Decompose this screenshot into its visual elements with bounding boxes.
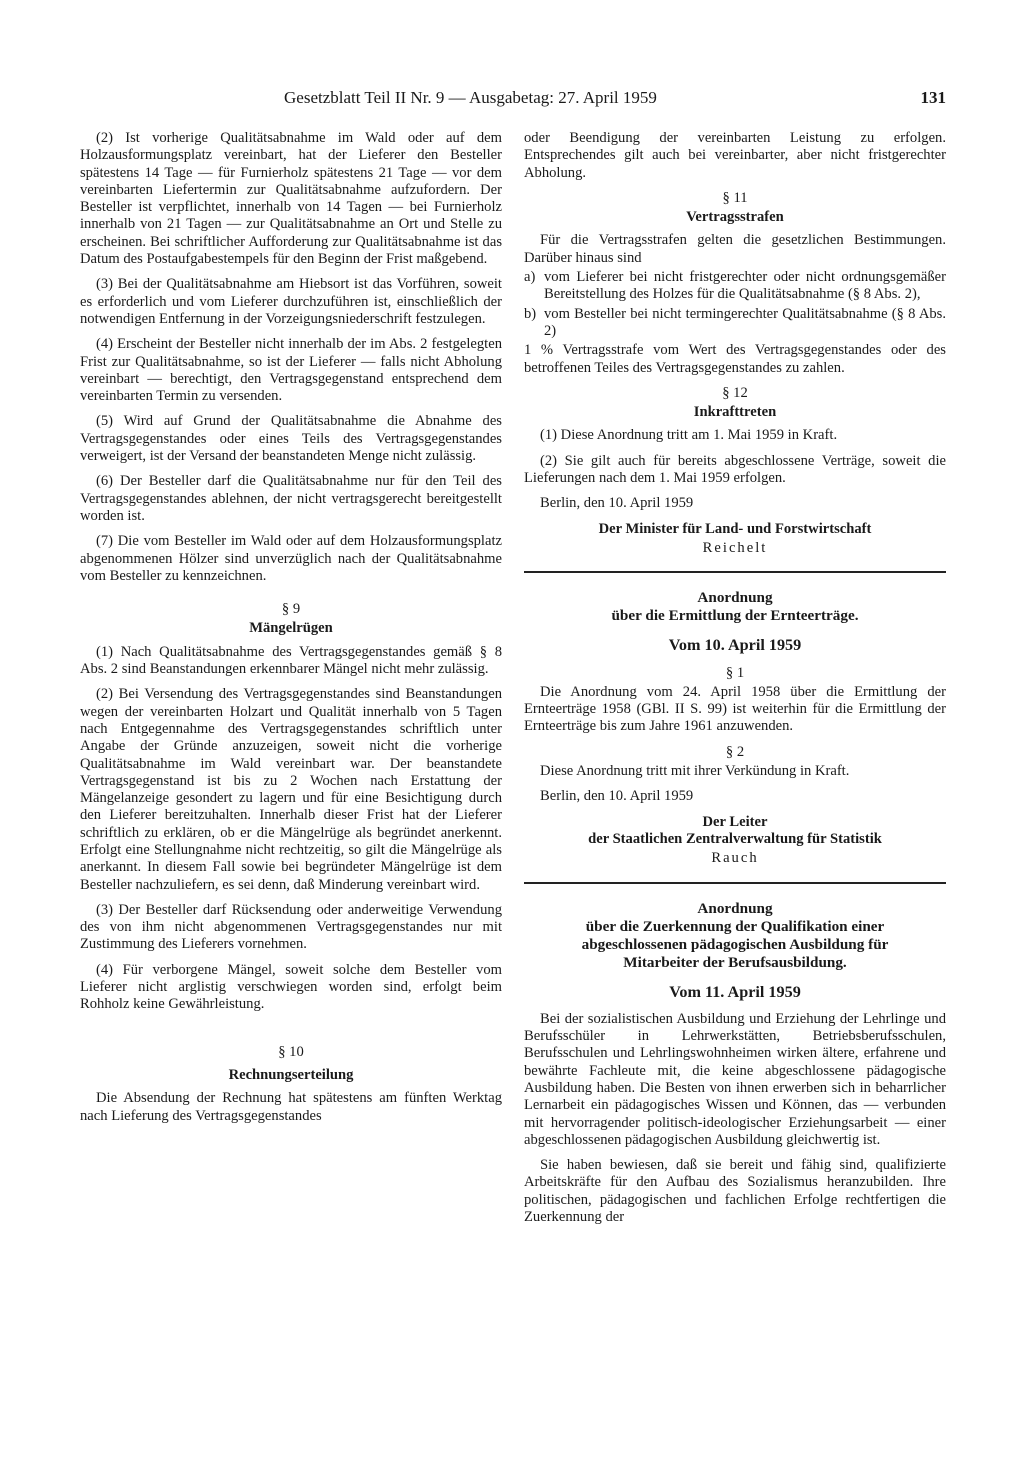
list-label-a: a) <box>524 269 536 286</box>
paragraph-10-cont: oder Beendigung der vereinbarten Leistung zu erfolgen. Entsprechendes gilt auch bei vereinbarter, aber nicht fristgerechter Abholung. <box>524 130 946 181</box>
left-column <box>80 130 502 1133</box>
paragraph-8-7: (7) Die vom Besteller im Wald oder auf dem Holzausformungsplatz abgenommenen Hölzer sind unverzüglich nach der Qualitätsabnahme vom Besteller zu kennzeichnen. <box>80 533 502 584</box>
list-text-b: vom Besteller bei nicht termingerechter Qualitätsabnahme (§ 8 Abs. 2) <box>544 305 946 339</box>
section-12-title: Inkrafttreten <box>693 404 777 421</box>
signatory-name-1: Reichelt <box>702 539 768 556</box>
order-2-section-2-text: Diese Anordnung tritt mit ihrer Verkündung in Kraft. <box>540 763 850 780</box>
paragraph-8-5: (5) Wird auf Grund der Qualitätsabnahme die Abnahme des Vertragsgegenstandes oder eines Teils des Vertragsgegenstandes verweigert, ist der Versand der beanstandeten Menge nicht zulässig. <box>80 413 502 465</box>
section-11-title: Vertragsstrafen <box>686 209 784 226</box>
paragraph-10-1: Die Absendung der Rechnung hat spätestens am fünften Werktag nach Lieferung des Vertragsgegenstandes <box>80 1090 502 1124</box>
section-12-number: § 12 <box>722 384 748 401</box>
paragraph-9-3: (3) Der Besteller darf Rücksendung oder anderweitige Verwendung des von ihm nicht abgenommenen Vertragsgegenstandes nur mit Zustimmung des Lieferers vornehmen. <box>80 901 502 953</box>
paragraph-12-1: (1) Diese Anordnung tritt am 1. Mai 1959 in Kraft. <box>540 427 838 444</box>
order-2-title-line-1: Anordnung <box>697 589 773 607</box>
list-item-a <box>524 269 946 304</box>
paragraph-12-2: (2) Sie gilt auch für bereits abgeschlossene Verträge, soweit die Lieferungen nach dem 1. Mai 1959 erfolgen. <box>524 452 946 487</box>
signatory-title-2b: der Staatlichen Zentralverwaltung für Statistik <box>588 830 882 847</box>
order-3-title-line-1: Anordnung <box>697 899 773 917</box>
divider-2 <box>524 882 946 884</box>
paragraph-8-6: (6) Der Besteller darf die Qualitätsabnahme nur für den Teil des Vertragsgegenstandes ablehnen, der nicht vertragsgerecht bereitgestellt worden ist. <box>80 473 502 524</box>
paragraph-8-4: (4) Erscheint der Besteller nicht innerhalb der im Abs. 2 festgelegten Frist zur Qualitätsabnahme, so ist der Lieferer — falls nicht Abholung vereinbart — berechtigt, den Vertragsgegenstand entsprechend dem vereinbarten Termin zu versenden. <box>80 336 502 405</box>
section-9-number: § 9 <box>281 601 301 618</box>
page-number: 131 <box>920 88 946 107</box>
order-2-section-2-number: § 2 <box>725 743 745 760</box>
list-item-b <box>524 306 946 341</box>
order-2-date: Vom 10. April 1959 <box>668 636 802 655</box>
paragraph-11-intro: Für die Vertragsstrafen gelten die gesetzlichen Bestimmungen. Darüber hinaus sind <box>524 232 946 266</box>
paragraph-9-1: (1) Nach Qualitätsabnahme des Vertragsgegenstandes gemäß § 8 Abs. 2 sind Beanstandungen erkennbarer Mängel nicht mehr zulässig. <box>80 643 502 678</box>
order-2-section-1-text: Die Anordnung vom 24. April 1958 über die Ermittlung der Ernteerträge 1958 (GBl. II S. 99) ist weiterhin für die Ermittlung der Ernteerträge bis zum Jahre 1961 anzuwenden. <box>524 683 946 735</box>
paragraph-11-end: 1 % Vertragsstrafe vom Wert des Vertragsgegenstandes oder des betroffenen Teiles des Vertragsgegenstandes zu zahlen. <box>524 342 946 376</box>
list-label-b: b) <box>524 305 537 322</box>
right-column <box>524 130 946 1234</box>
divider-1 <box>524 571 946 573</box>
signatory-name-2: Rauch <box>711 850 759 867</box>
order-3-paragraph-2: Sie haben bewiesen, daß sie bereit und fähig sind, qualifizierte Arbeitskräfte für den Aufbau des Sozialismus heranzubilden. Ihre politischen, pädagogischen und fachlichen Erfolge rechtfertigen die Zuerkennung der <box>524 1157 946 1226</box>
date-line-1: Berlin, den 10. April 1959 <box>540 495 694 512</box>
order-2-title-line-2: über die Ermittlung der Ernteerträge. <box>611 607 859 625</box>
section-10-number: § 10 <box>278 1043 304 1060</box>
order-2-section-1-number: § 1 <box>725 664 745 681</box>
paragraph-8-3: (3) Bei der Qualitätsabnahme am Hiebsort ist das Vorführen, soweit es erforderlich und vom Lieferer durchzuführen ist, einschließlich der notwendigen Entfernung in der Vorzeigungsniederschrift festzulegen. <box>80 276 502 327</box>
order-3-paragraph-1: Bei der sozialistischen Ausbildung und Erziehung der Lehrlinge und Berufsschüler in Lehrwerkstätten, Betriebsberufsschulen, Berufsschulen und Lehrlingswohnheimen wirken ältere, erfahrene und bewährte Fachleute mit, die keine abgeschlossene pädagogische Ausbildung haben. Die Besten von ihnen erwerben sich in beharrlicher Lernarbeit ein pädagogisches Wissen und Können, das — verbunden mit hervorragender politisch-ideologischer Erziehungsarbeit — einer abgeschlossenen pädagogischen Ausbildung gleichwertig ist. <box>524 1010 946 1148</box>
list-text-a: vom Lieferer bei nicht fristgerechter oder nicht ordnungsgemäßer Bereitstellung des Holzes für die Qualitätsabnahme (§ 8 Abs. 2), <box>544 269 946 303</box>
order-3-title-line-3: abgeschlossenen pädagogischen Ausbildung für <box>581 935 889 953</box>
order-3-title-line-2: über die Zuerkennung der Qualifikation einer <box>585 917 885 935</box>
section-9-title: Mängelrügen <box>249 620 333 637</box>
order-3-title-line-4: Mitarbeiter der Berufsausbildung. <box>623 953 847 971</box>
page-header <box>80 88 946 112</box>
section-10-title: Rechnungserteilung <box>228 1066 354 1083</box>
signatory-title-1: Der Minister für Land- und Forstwirtschaft <box>598 520 872 537</box>
signatory-title-2a: Der Leiter <box>702 813 768 830</box>
section-11-number: § 11 <box>722 189 748 206</box>
order-3-date: Vom 11. April 1959 <box>669 982 801 1001</box>
header-title: Gesetzblatt Teil II Nr. 9 — Ausgabetag: 27. April 1959 <box>284 88 657 107</box>
paragraph-8-2: (2) Ist vorherige Qualitätsabnahme im Wald oder auf dem Holzausformungsplatz vereinbart, hat der Lieferer den Besteller spätestens 14 Tage — für Furnierholz spätestens 21 Tage — vor dem vereinbarten Liefertermin zur Qualitätsabnahme aufzufordern. Der Besteller ist verpflichtet, innerhalb von 14 Tagen — bei Furnierholz innerhalb von 21 Tagen — zur Qualitätsabnahme an Ort und Stelle zu erscheinen. Bei schriftlicher Aufforderung zur Qualitätsabnahme ist das Datum des Postaufgabestempels für den Beginn der Frist maßgebend. <box>80 130 502 268</box>
paragraph-9-4: (4) Für verborgene Mängel, soweit solche dem Besteller vom Lieferer nicht arglistig verschwiegen worden sind, erfolgt beim Rohholz keine Gewährleistung. <box>80 961 502 1013</box>
date-line-2: Berlin, den 10. April 1959 <box>540 788 694 805</box>
paragraph-9-2: (2) Bei Versendung des Vertragsgegenstandes sind Beanstandungen wegen der vereinbarten Holzart und Qualität innerhalb von 5 Tagen nach Entgegennahme des Vertragsgegenstandes schriftlich unter Angabe der Gründe anzuzeigen, soweit nicht die vorherige Qualitätsabnahme im Wald vereinbart war. Der beanstandete Vertragsgegenstand ist bis zu 2 Wochen nach Erstattung der Mängelanzeige gesondert zu lagern und für eine Besichtigung durch den Lieferer bereitzuhalten. Innerhalb dieser Frist hat der Lieferer schriftlich zu erklären, ob er die Mängelrüge als begründet anerkennt. Erfolgt eine Stellungnahme nicht rechtzeitig, so gilt die Mängelrüge als anerkannt. In diesem Fall sowie bei begründeter Mängelrüge ist dem Besteller nachzuliefern, es sei denn, daß Minderung vereinbart wird. <box>80 686 502 893</box>
